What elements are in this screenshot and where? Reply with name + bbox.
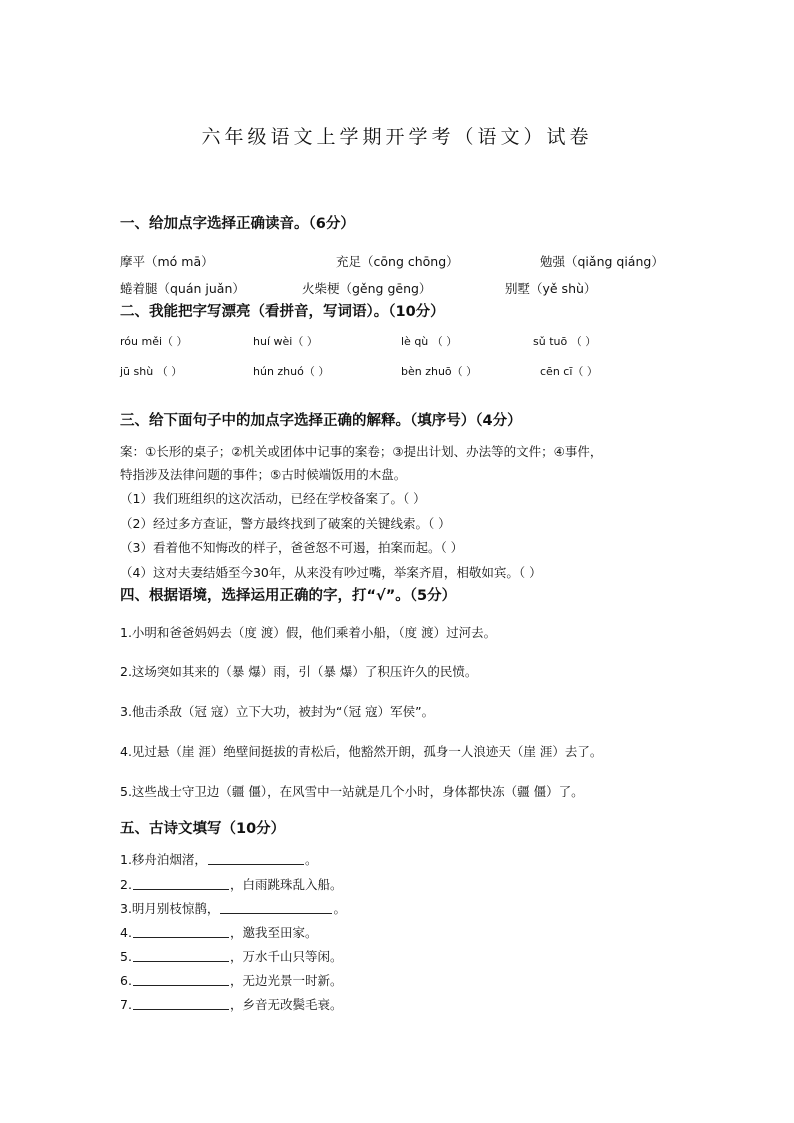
answer-blank[interactable] <box>133 925 229 938</box>
poem-text: 5. <box>120 949 132 964</box>
poem-text: 7. <box>120 997 132 1012</box>
answer-blank[interactable] <box>133 997 229 1010</box>
poem-line <box>120 899 346 917</box>
pinyin-item: róu měi（ ） <box>120 335 188 348</box>
s3-item: （2）经过多方查证，警方最终找到了破案的关键线索。（ ） <box>120 516 451 531</box>
poem-text: ，万水千山只等闲。 <box>229 949 343 964</box>
s1-item: 充足（cōng chōng） <box>336 254 459 269</box>
definition-line: 特指涉及法律问题的事件；⑤古时候端饭用的木盘。 <box>120 467 407 482</box>
poem-text: ，乡音无改鬓毛衰。 <box>229 997 343 1012</box>
poem-text: ，白雨跳珠乱入船。 <box>229 877 343 892</box>
s1-item: 蜷着腿（quán juǎn） <box>120 281 245 296</box>
section-2-heading: 二、我能把字写漂亮（看拼音，写词语）。（10分） <box>120 304 445 320</box>
poem-line <box>120 947 342 965</box>
section-3-heading: 三、给下面句子中的加点字选择正确的解释。（填序号）（4分） <box>120 413 522 429</box>
poem-text: 6. <box>120 973 132 988</box>
answer-blank[interactable] <box>208 852 304 865</box>
answer-blank[interactable] <box>220 901 332 914</box>
section-5-heading: 五、古诗文填写（10分） <box>120 821 286 837</box>
s4-item: 1.小明和爸爸妈妈去（度 渡）假，他们乘着小船，（度 渡）过河去。 <box>120 625 497 640</box>
pinyin-item: sǔ tuō （ ） <box>533 335 597 348</box>
answer-blank[interactable] <box>133 877 229 890</box>
poem-text: ，无边光景一时新。 <box>229 973 343 988</box>
poem-text: 。 <box>304 852 318 867</box>
pinyin-item: hún zhuó（ ） <box>253 365 330 378</box>
poem-text: ，邀我至田家。 <box>229 925 318 940</box>
poem-text: 4. <box>120 925 132 940</box>
pinyin-item: jū shù （ ） <box>120 365 183 378</box>
s1-item: 摩平（mó mā） <box>120 254 214 269</box>
answer-blank[interactable] <box>133 973 229 986</box>
pinyin-item: bèn zhuō（ ） <box>401 365 478 378</box>
s4-item: 4.见过悬（崖 涯）绝壁间挺拔的青松后，他豁然开朗，孤身一人浪迹天（崖 涯）去了。 <box>120 744 603 759</box>
poem-text: 。 <box>333 901 346 916</box>
poem-text: 3.明月别枝惊鹊， <box>120 901 220 916</box>
s3-item: （3）看着他不知悔改的样子，爸爸怒不可遏，拍案而起。（ ） <box>120 540 464 555</box>
poem-line <box>120 850 317 868</box>
pinyin-item: huí wèi（ ） <box>253 335 318 348</box>
s3-item: （1）我们班组织的这次活动，已经在学校备案了。（ ） <box>120 491 426 506</box>
section-4-heading: 四、根据语境，选择运用正确的字，打“√”。（5分） <box>120 588 457 604</box>
pinyin-item: lè qù （ ） <box>401 335 458 348</box>
section-1-heading: 一、给加点字选择正确读音。（6分） <box>120 216 355 232</box>
poem-text: 1.移舟泊烟渚， <box>120 852 207 867</box>
answer-blank[interactable] <box>133 949 229 962</box>
poem-text: 2. <box>120 877 132 892</box>
s4-item: 5.这些战士守卫边（疆 僵），在风雪中一站就是几个小时，身体都快冻（疆 僵）了。 <box>120 784 584 799</box>
poem-line <box>120 875 342 893</box>
s4-item: 2.这场突如其来的（暴 爆）雨，引（暴 爆）了积压许久的民愤。 <box>120 664 478 679</box>
s1-item: 勉强（qiǎng qiáng） <box>540 254 664 269</box>
poem-line <box>120 923 317 941</box>
pinyin-item: cēn cī（ ） <box>540 365 598 378</box>
s1-item: 火柴梗（gěng gēng） <box>302 281 432 296</box>
s3-item: （4）这对夫妻结婚至今30年，从来没有吵过嘴，举案齐眉，相敬如宾。（ ） <box>120 565 542 580</box>
s4-item: 3.他击杀敌（冠 寇）立下大功，被封为“（冠 寇）军侯”。 <box>120 704 435 719</box>
s1-item: 别墅（yě shù） <box>505 281 597 296</box>
definition-line: 案：①长形的桌子；②机关或团体中记事的案卷；③提出计划、办法等的文件；④事件， <box>120 444 603 459</box>
poem-line <box>120 995 342 1013</box>
poem-line <box>120 971 342 989</box>
page-title: 六年级语文上学期开学考（语文）试卷 <box>201 126 593 148</box>
